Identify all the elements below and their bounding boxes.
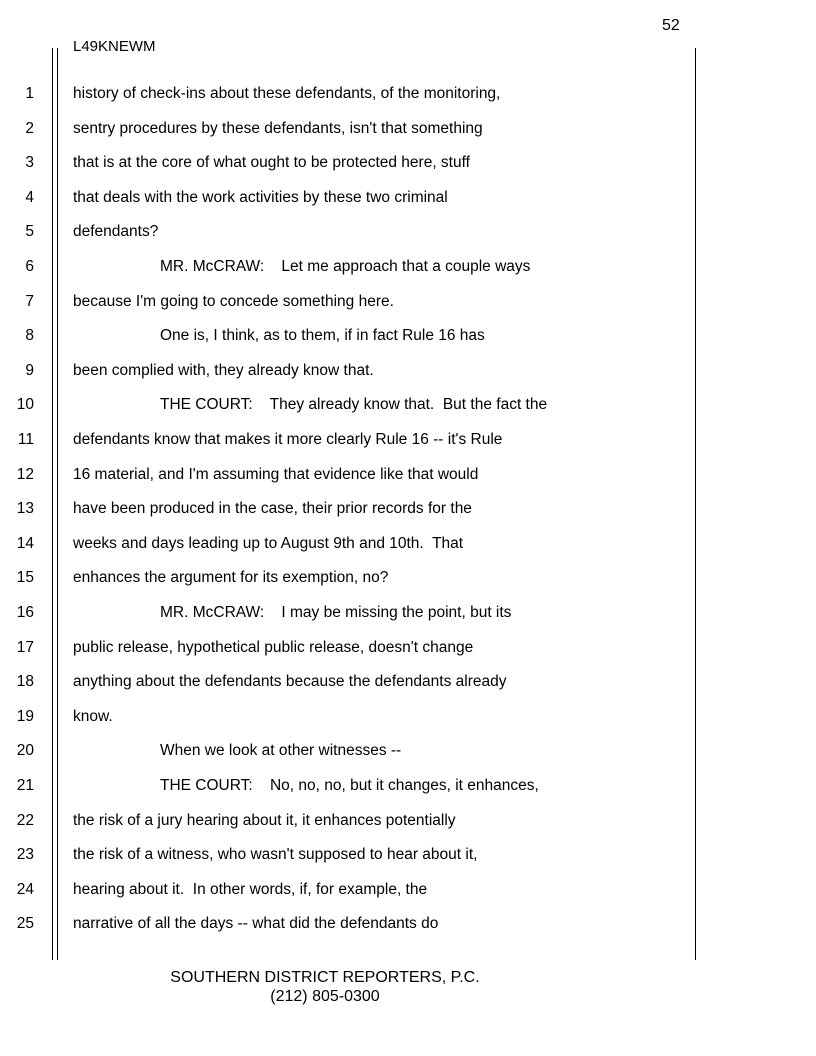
transcript-line [0,638,700,662]
transcript-line [0,568,700,592]
line-number: 22 [16,811,34,829]
transcript-line [0,222,700,246]
line-number: 2 [25,119,34,137]
line-number: 1 [25,85,34,102]
line-number: 21 [16,777,34,794]
line-number: 25 [16,915,34,933]
reporter-name: SOUTHERN DISTRICT REPORTERS, P.C. [170,969,480,986]
line-text: anything about the defendants because the defendants already [73,673,507,691]
transcript-line [0,84,700,108]
line-number: 5 [25,223,34,241]
line-text: know. [73,707,113,725]
line-text: history of check-ins about these defendants, of the monitoring, [73,85,501,102]
line-number: 19 [16,707,34,725]
line-text: the risk of a jury hearing about it, it enhances potentially [73,811,456,829]
line-text: enhances the argument for its exemption, no? [73,569,389,587]
transcript-line [0,119,700,143]
line-text: because I'm going to concede something here. [73,292,394,310]
line-text: MR. McCRAW: I may be missing the point, but its [160,604,512,621]
transcript-line [0,741,700,765]
transcript-line [0,499,700,523]
line-number: 16 [16,604,34,621]
line-text: THE COURT: No, no, no, but it changes, it enhances, [160,777,539,794]
transcript-line [0,326,700,350]
transcript-line [0,672,700,696]
line-text: One is, I think, as to them, if in fact Rule 16 has [160,327,485,345]
line-text: sentry procedures by these defendants, isn't that something [73,119,483,137]
line-text: defendants know that makes it more clearly Rule 16 -- it's Rule [73,431,503,448]
line-number: 14 [16,534,34,552]
line-number: 20 [16,742,34,760]
line-number: 3 [25,154,34,172]
line-text: public release, hypothetical public release, doesn't change [73,638,474,656]
line-number: 17 [16,638,34,656]
page-number: 52 [662,17,680,34]
line-text: hearing about it. In other words, if, for example, the [73,880,428,898]
transcript-line [0,603,700,627]
line-number: 18 [16,673,34,691]
transcript-line [0,776,700,800]
transcript-line [0,707,700,731]
transcript-line [0,534,700,558]
transcript-line [0,880,700,904]
line-number: 23 [16,846,34,864]
line-number: 12 [16,465,34,483]
line-number: 13 [16,500,34,518]
line-number: 9 [25,361,34,379]
line-number: 10 [16,396,34,414]
line-number: 8 [25,327,34,345]
transcript-line [0,292,700,316]
line-text: the risk of a witness, who wasn't supposed to hear about it, [73,846,478,864]
line-number: 15 [16,569,34,587]
line-text: been complied with, they already know that. [73,361,374,379]
transcript-line [0,395,700,419]
line-number: 4 [25,188,34,206]
line-text: narrative of all the days -- what did the defendants do [73,915,439,933]
line-text: that deals with the work activities by these two criminal [73,188,448,206]
line-text: 16 material, and I'm assuming that evidence like that would [73,465,479,483]
line-text: THE COURT: They already know that. But the fact the [160,396,548,414]
line-number: 7 [25,292,34,310]
line-number: 6 [25,258,34,275]
transcript-line [0,845,700,869]
line-text: When we look at other witnesses -- [160,742,402,760]
transcript-line [0,430,700,454]
transcript-line [0,257,700,281]
transcript-line [0,465,700,489]
line-number: 11 [17,431,34,448]
line-number: 24 [16,880,34,898]
transcript-line [0,153,700,177]
line-text: defendants? [73,223,159,241]
line-text: that is at the core of what ought to be protected here, stuff [73,154,470,172]
case-id: L49KNEWM [73,38,156,55]
line-text: MR. McCRAW: Let me approach that a couple ways [160,258,531,275]
reporter-phone: (212) 805-0300 [270,988,380,1005]
page-footer [0,968,650,1006]
line-text: have been produced in the case, their prior records for the [73,500,472,518]
transcript-line [0,361,700,385]
transcript-line [0,914,700,938]
transcript-line [0,188,700,212]
line-text: weeks and days leading up to August 9th and 10th. That [73,534,464,552]
transcript-line [0,811,700,835]
